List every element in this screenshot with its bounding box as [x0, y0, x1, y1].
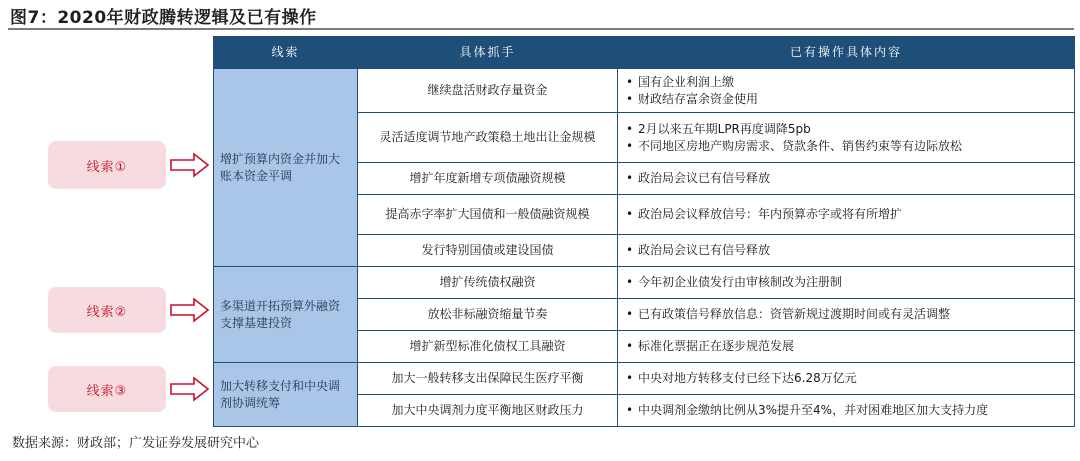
detail-cell — [618, 267, 1075, 299]
clue-label-3: 线索③ — [48, 366, 166, 412]
detail-cell — [618, 395, 1075, 427]
measure-cell: 增扩年度新增专项债融资规模 — [358, 163, 618, 195]
fiscal-logic-table — [213, 36, 1075, 427]
header-clue: 线索 — [214, 37, 358, 69]
figure-title: 图7：2020年财政腾转逻辑及已有操作 — [10, 8, 317, 28]
detail-cell — [618, 299, 1075, 331]
arrow-right-icon — [170, 152, 210, 178]
measure-cell: 灵活适度调节地产政策稳土地出让金规模 — [358, 113, 618, 163]
clue-cell-2: 多渠道开拓预算外融资支撑基建投资 — [214, 267, 358, 363]
detail-cell — [618, 331, 1075, 363]
header-measure: 具体抓手 — [358, 37, 618, 69]
detail-item: • 标准化票据正在逐步规范发展 — [624, 338, 1068, 355]
table-row — [214, 267, 1075, 299]
measure-cell: 提高赤字率扩大国债和一般债融资规模 — [358, 195, 618, 235]
source-note: 数据来源：财政部；广发证券发展研究中心 — [12, 436, 260, 451]
measure-cell: 加大一般转移支出保障民生医疗平衡 — [358, 363, 618, 395]
measure-cell: 放松非标融资缩量节奏 — [358, 299, 618, 331]
detail-item: • 中央调剂金缴纳比例从3%提升至4%，并对困难地区加大支持力度 — [624, 402, 1068, 419]
clue-label-2: 线索② — [48, 287, 166, 333]
table-header-row — [214, 37, 1075, 69]
detail-item: • 2月以来五年期LPR再度调降5pb — [624, 121, 1068, 138]
detail-cell — [618, 195, 1075, 235]
clue-label-1: 线索① — [48, 141, 166, 189]
measure-cell: 发行特别国债或建设国债 — [358, 235, 618, 267]
table-row — [214, 363, 1075, 395]
clue-cell-1: 增扩预算内资金并加大账本资金平调 — [214, 69, 358, 267]
detail-cell — [618, 113, 1075, 163]
detail-item: • 政治局会议释放信号：年内预算赤字或将有所增扩 — [624, 206, 1068, 223]
detail-item: • 不同地区房地产购房需求、贷款条件、销售约束等有边际放松 — [624, 138, 1068, 155]
detail-cell — [618, 163, 1075, 195]
detail-item: • 政治局会议已有信号释放 — [624, 170, 1068, 187]
measure-cell: 增扩新型标准化债权工具融资 — [358, 331, 618, 363]
clue-cell-3: 加大转移支付和中央调剂协调统筹 — [214, 363, 358, 427]
detail-item: • 国有企业利润上缴 — [624, 74, 1068, 91]
detail-item: • 政治局会议已有信号释放 — [624, 242, 1068, 259]
arrow-right-icon — [170, 376, 210, 402]
detail-cell — [618, 69, 1075, 113]
detail-cell — [618, 363, 1075, 395]
measure-cell: 增扩传统债权融资 — [358, 267, 618, 299]
title-divider — [8, 28, 1074, 30]
detail-item: • 今年初企业债发行由审核制改为注册制 — [624, 274, 1068, 291]
measure-cell: 继续盘活财政存量资金 — [358, 69, 618, 113]
detail-item: • 已有政策信号释放信息：资管新规过渡期时间或有灵活调整 — [624, 306, 1068, 323]
detail-item: • 中央对地方转移支付已经下达6.28万亿元 — [624, 370, 1068, 387]
detail-cell — [618, 235, 1075, 267]
detail-item: • 财政结存富余资金使用 — [624, 91, 1068, 108]
table-row — [214, 69, 1075, 113]
header-detail: 已有操作具体内容 — [618, 37, 1075, 69]
measure-cell: 加大中央调剂力度平衡地区财政压力 — [358, 395, 618, 427]
arrow-right-icon — [170, 297, 210, 323]
